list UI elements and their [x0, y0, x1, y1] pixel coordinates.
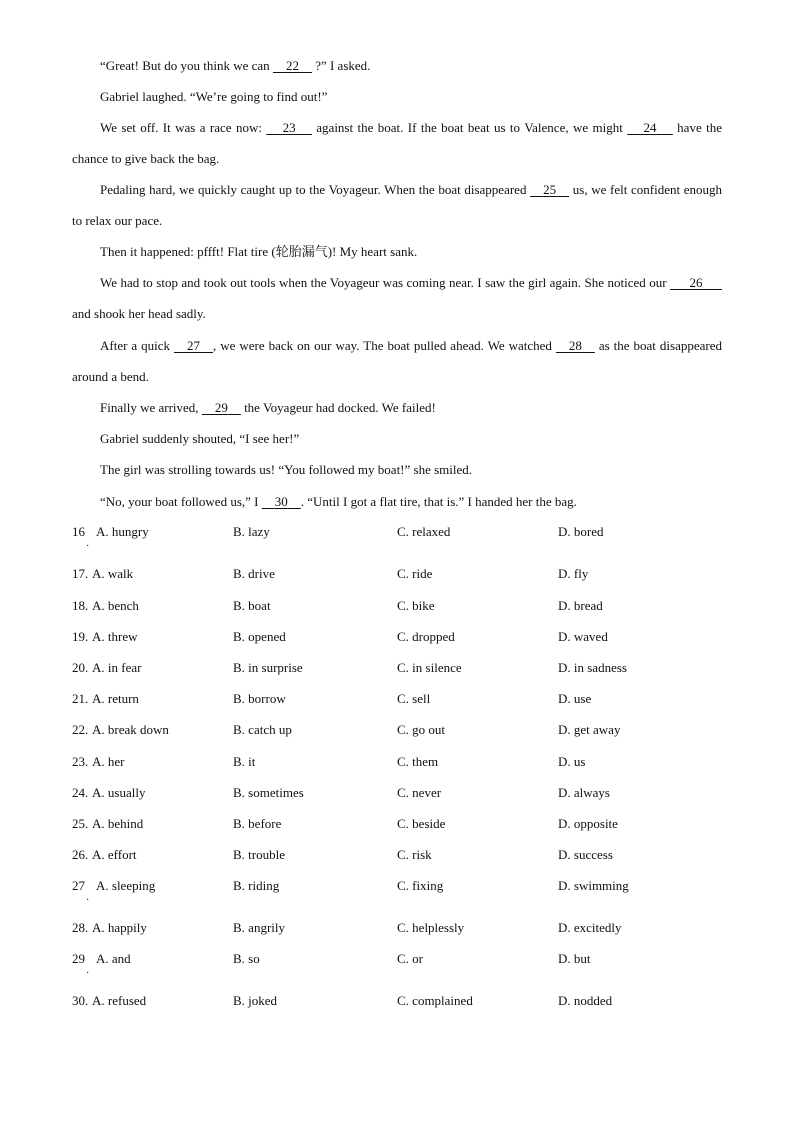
blank-number: 27: [187, 338, 201, 353]
blank-number: 26: [689, 275, 703, 290]
option-d: D. but: [558, 951, 591, 966]
option-c: C. bike: [397, 598, 435, 613]
option-d: D. bored: [558, 524, 604, 539]
option-b: B. catch up: [233, 722, 292, 737]
passage-paragraph-4: [72, 174, 722, 236]
text-segment: After a quick: [100, 338, 175, 353]
text-segment: ?” I asked.: [311, 58, 371, 73]
text-segment: and shook her head sadly.: [72, 306, 206, 321]
passage-paragraph-9: [72, 423, 722, 454]
passage-paragraph-6: [72, 267, 722, 329]
text-segment: , we were back on our way. The boat pulled ahead. We watched: [213, 338, 556, 353]
text-segment: Finally we arrived,: [100, 400, 202, 415]
option-row: [0, 814, 794, 834]
question-number: 19.: [72, 629, 89, 644]
blank-number: 24: [643, 120, 657, 135]
text-segment: We had to stop and took out tools when the Voyageur was coming near. I saw the girl again. She noticed our: [100, 275, 670, 290]
blank-number: 29: [214, 400, 228, 415]
option-row: [0, 752, 794, 772]
text-segment: We set off. It was a race now:: [100, 120, 267, 135]
option-d: D. swimming: [558, 878, 629, 893]
option-c: C. beside: [397, 816, 446, 831]
question-number: 27: [72, 878, 85, 893]
option-c: C. in silence: [397, 660, 462, 675]
option-c: C. fixing: [397, 878, 444, 893]
option-c: C. never: [397, 785, 442, 800]
option-b: B. opened: [233, 629, 286, 644]
text-segment: Gabriel suddenly shouted, “I see her!”: [100, 431, 300, 446]
blank-30: [262, 486, 301, 517]
question-number: 25.: [72, 816, 89, 831]
option-d: D. us: [558, 754, 586, 769]
option-a: A. effort: [92, 847, 137, 862]
text-segment: Then it happened: pffft! Flat tire (轮胎漏气)! My heart sank.: [100, 244, 418, 259]
stray-dot-mark: ·: [86, 541, 90, 552]
option-d: D. waved: [558, 629, 608, 644]
stray-dot-mark: ·: [86, 895, 90, 906]
option-c: C. risk: [397, 847, 432, 862]
option-a: A. usually: [92, 785, 146, 800]
option-c: C. or: [397, 951, 423, 966]
text-segment: Pedaling hard, we quickly caught up to the Voyageur. When the boat disappeared: [100, 182, 531, 197]
passage-paragraph-3: [72, 112, 722, 174]
question-number: 28.: [72, 920, 89, 935]
option-b: B. angrily: [233, 920, 285, 935]
text-segment: have the chance to give back the bag.: [72, 120, 722, 166]
question-number: 22.: [72, 722, 89, 737]
option-b: B. so: [233, 951, 260, 966]
option-a: A. in fear: [92, 660, 142, 675]
option-row: [0, 991, 794, 1011]
option-row: [0, 876, 794, 896]
question-number: 26.: [72, 847, 89, 862]
question-number: 23.: [72, 754, 89, 769]
blank-25: [530, 174, 569, 205]
blank-24: [627, 112, 673, 143]
option-row: [0, 720, 794, 740]
option-a: A. refused: [92, 993, 147, 1008]
option-d: D. get away: [558, 722, 621, 737]
option-a: A. return: [92, 691, 139, 706]
text-segment: us, we felt confident enough to relax our pace.: [72, 182, 723, 228]
text-segment: the Voyageur had docked. We failed!: [240, 400, 436, 415]
option-row: [0, 689, 794, 709]
blank-27: [174, 330, 213, 361]
text-segment: “Great! But do you think we can: [100, 58, 273, 73]
blank-22: [273, 50, 312, 81]
blank-23: [266, 112, 312, 143]
option-a: A. break down: [92, 722, 169, 737]
option-c: C. sell: [397, 691, 431, 706]
blank-26: [670, 267, 722, 298]
blank-number: 28: [568, 338, 582, 353]
option-c: C. ride: [397, 566, 433, 581]
question-number: 30.: [72, 993, 89, 1008]
option-b: B. joked: [233, 993, 278, 1008]
option-b: B. it: [233, 754, 256, 769]
option-a: A. happily: [92, 920, 147, 935]
option-a: A. walk: [92, 566, 134, 581]
passage-paragraph-5: [72, 236, 722, 267]
option-b: B. riding: [233, 878, 280, 893]
option-a: A. behind: [92, 816, 144, 831]
blank-number: 25: [543, 182, 557, 197]
blank-number: 30: [274, 494, 288, 509]
question-number: 16: [72, 524, 85, 539]
option-b: B. trouble: [233, 847, 285, 862]
question-number: 18.: [72, 598, 89, 613]
passage-paragraph-8: [72, 392, 722, 423]
option-d: D. in sadness: [558, 660, 627, 675]
option-c: C. dropped: [397, 629, 455, 644]
question-number: 24.: [72, 785, 89, 800]
option-d: D. nodded: [558, 993, 613, 1008]
option-a: A. her: [92, 754, 125, 769]
option-row: [0, 845, 794, 865]
option-a: A. sleeping: [96, 878, 156, 893]
option-a: A. bench: [92, 598, 139, 613]
option-c: C. helplessly: [397, 920, 465, 935]
option-b: B. lazy: [233, 524, 270, 539]
text-segment: . “Until I got a flat tire, that is.” I handed her the bag.: [300, 494, 577, 509]
option-b: B. boat: [233, 598, 271, 613]
option-row: [0, 596, 794, 616]
passage-paragraph-11: [72, 486, 722, 517]
passage-paragraph-1: [72, 50, 722, 81]
option-b: B. before: [233, 816, 282, 831]
option-row: [0, 564, 794, 584]
option-d: D. always: [558, 785, 610, 800]
option-d: D. opposite: [558, 816, 618, 831]
passage-paragraph-7: [72, 330, 722, 392]
text-segment: against the boat. If the boat beat us to Valence, we might: [311, 120, 628, 135]
blank-number: 22: [285, 58, 299, 73]
option-b: B. in surprise: [233, 660, 303, 675]
text-segment: Gabriel laughed. “We’re going to find out!”: [100, 89, 328, 104]
blank-number: 23: [282, 120, 296, 135]
option-a: A. threw: [92, 629, 138, 644]
option-c: C. relaxed: [397, 524, 451, 539]
text-segment: The girl was strolling towards us! “You followed my boat!” she smiled.: [100, 462, 473, 477]
text-segment: “No, your boat followed us,” I: [100, 494, 262, 509]
option-a: A. hungry: [96, 524, 149, 539]
option-row: [0, 658, 794, 678]
option-b: B. drive: [233, 566, 275, 581]
option-c: C. them: [397, 754, 439, 769]
question-number: 17.: [72, 566, 89, 581]
option-d: D. excitedly: [558, 920, 622, 935]
passage-paragraph-2: [72, 81, 722, 112]
option-row: [0, 627, 794, 647]
option-row: [0, 783, 794, 803]
option-b: B. sometimes: [233, 785, 304, 800]
option-row: [0, 522, 794, 542]
option-d: D. bread: [558, 598, 603, 613]
stray-dot-mark: ·: [86, 968, 90, 979]
option-d: D. use: [558, 691, 592, 706]
option-d: D. success: [558, 847, 613, 862]
option-d: D. fly: [558, 566, 589, 581]
question-number: 29: [72, 951, 85, 966]
blank-29: [202, 392, 241, 423]
text-segment: as the boat disappeared around a bend.: [72, 338, 722, 384]
blank-28: [556, 330, 595, 361]
question-number: 21.: [72, 691, 89, 706]
option-b: B. borrow: [233, 691, 286, 706]
passage-paragraph-10: [72, 454, 722, 485]
option-row: [0, 918, 794, 938]
option-c: C. go out: [397, 722, 446, 737]
option-a: A. and: [96, 951, 131, 966]
option-row: [0, 949, 794, 969]
option-c: C. complained: [397, 993, 473, 1008]
question-number: 20.: [72, 660, 89, 675]
